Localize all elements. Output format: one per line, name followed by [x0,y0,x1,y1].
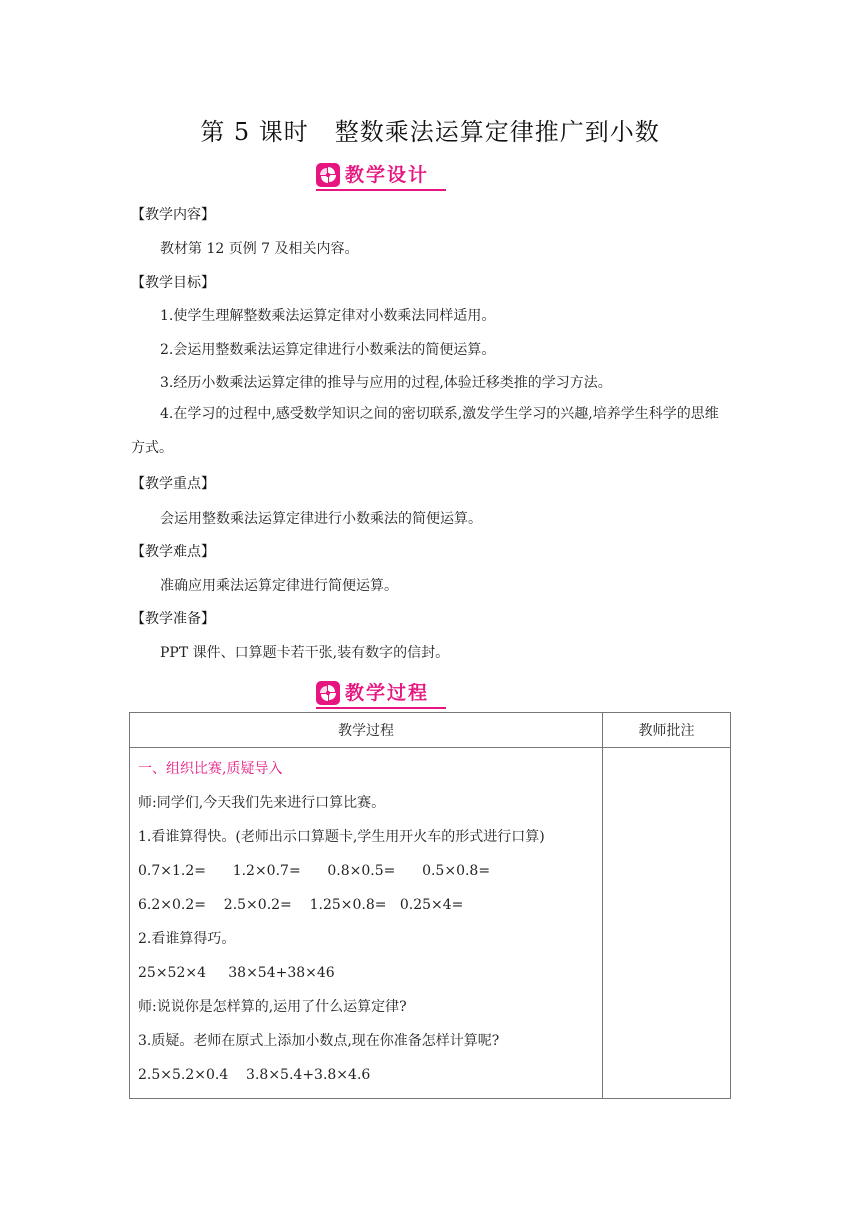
process-line: 1.看谁算得快。(老师出示口算题卡,学生用开火车的形式进行口算) [138,829,545,845]
process-line: 2.5×5.2×0.4 3.8×5.4+3.8×4.6 [138,1067,371,1083]
key-text: 会运用整数乘法运算定律进行小数乘法的简便运算。 [160,511,482,527]
content-text: 教材第 12 页例 7 及相关内容。 [160,241,359,257]
heading-difficulty: 【教学难点】 [131,544,215,560]
banner-underline [316,707,446,709]
process-line: 0.7×1.2= 1.2×0.7= 0.8×0.5= 0.5×0.8= [138,863,491,879]
heading-key: 【教学重点】 [131,476,215,492]
table-header-row [130,713,731,748]
heading-goals: 【教学目标】 [131,275,215,291]
banner-design-label: 教学设计 [345,164,430,186]
page-title [0,112,860,147]
banner-process-label: 教学过程 [345,682,430,704]
lesson-number: 第 5 课时 [200,118,309,146]
process-line: 3.质疑。老师在原式上添加小数点,现在你准备怎样计算呢? [138,1033,500,1049]
process-line: 2.看谁算得巧。 [138,931,236,947]
goal-item-1: 1.使学生理解整数乘法运算定律对小数乘法同样适用。 [160,308,496,324]
difficulty-text: 准确应用乘法运算定律进行简便运算。 [160,578,398,594]
header-notes: 教师批注 [603,713,731,748]
goal-item-2: 2.会运用整数乘法运算定律进行小数乘法的简便运算。 [160,342,496,358]
process-table [129,712,731,1099]
prep-text: PPT 课件、口算题卡若干张,装有数字的信封。 [160,645,450,661]
section-banner-process [316,680,429,706]
table-row [130,748,731,1099]
process-line: 师:说说你是怎样算的,运用了什么运算定律? [138,999,407,1015]
process-line: 25×52×4 38×54+38×46 [138,965,335,981]
process-line: 6.2×0.2= 2.5×0.2= 1.25×0.8= 0.25×4= [138,897,464,913]
goal-item-4: 4.在学习的过程中,感受数学知识之间的密切联系,激发学生学习的兴趣,培养学生科学的思维方式。 [131,406,719,456]
process-cell [130,748,603,1099]
swirl-logo-icon [316,163,340,187]
banner-underline [316,189,446,191]
swirl-logo-icon [316,681,340,705]
heading-content: 【教学内容】 [131,207,215,223]
section-banner-design [316,162,429,188]
header-process: 教学过程 [130,713,603,748]
goal-item-3: 3.经历小数乘法运算定律的推导与应用的过程,体验迁移类推的学习方法。 [160,375,612,391]
heading-prep: 【教学准备】 [131,611,215,627]
process-line: 一、组织比赛,质疑导入 [138,761,283,777]
lesson-topic: 整数乘法运算定律推广到小数 [334,118,660,146]
process-line: 师:同学们,今天我们先来进行口算比赛。 [138,795,386,811]
notes-cell [603,748,731,1099]
